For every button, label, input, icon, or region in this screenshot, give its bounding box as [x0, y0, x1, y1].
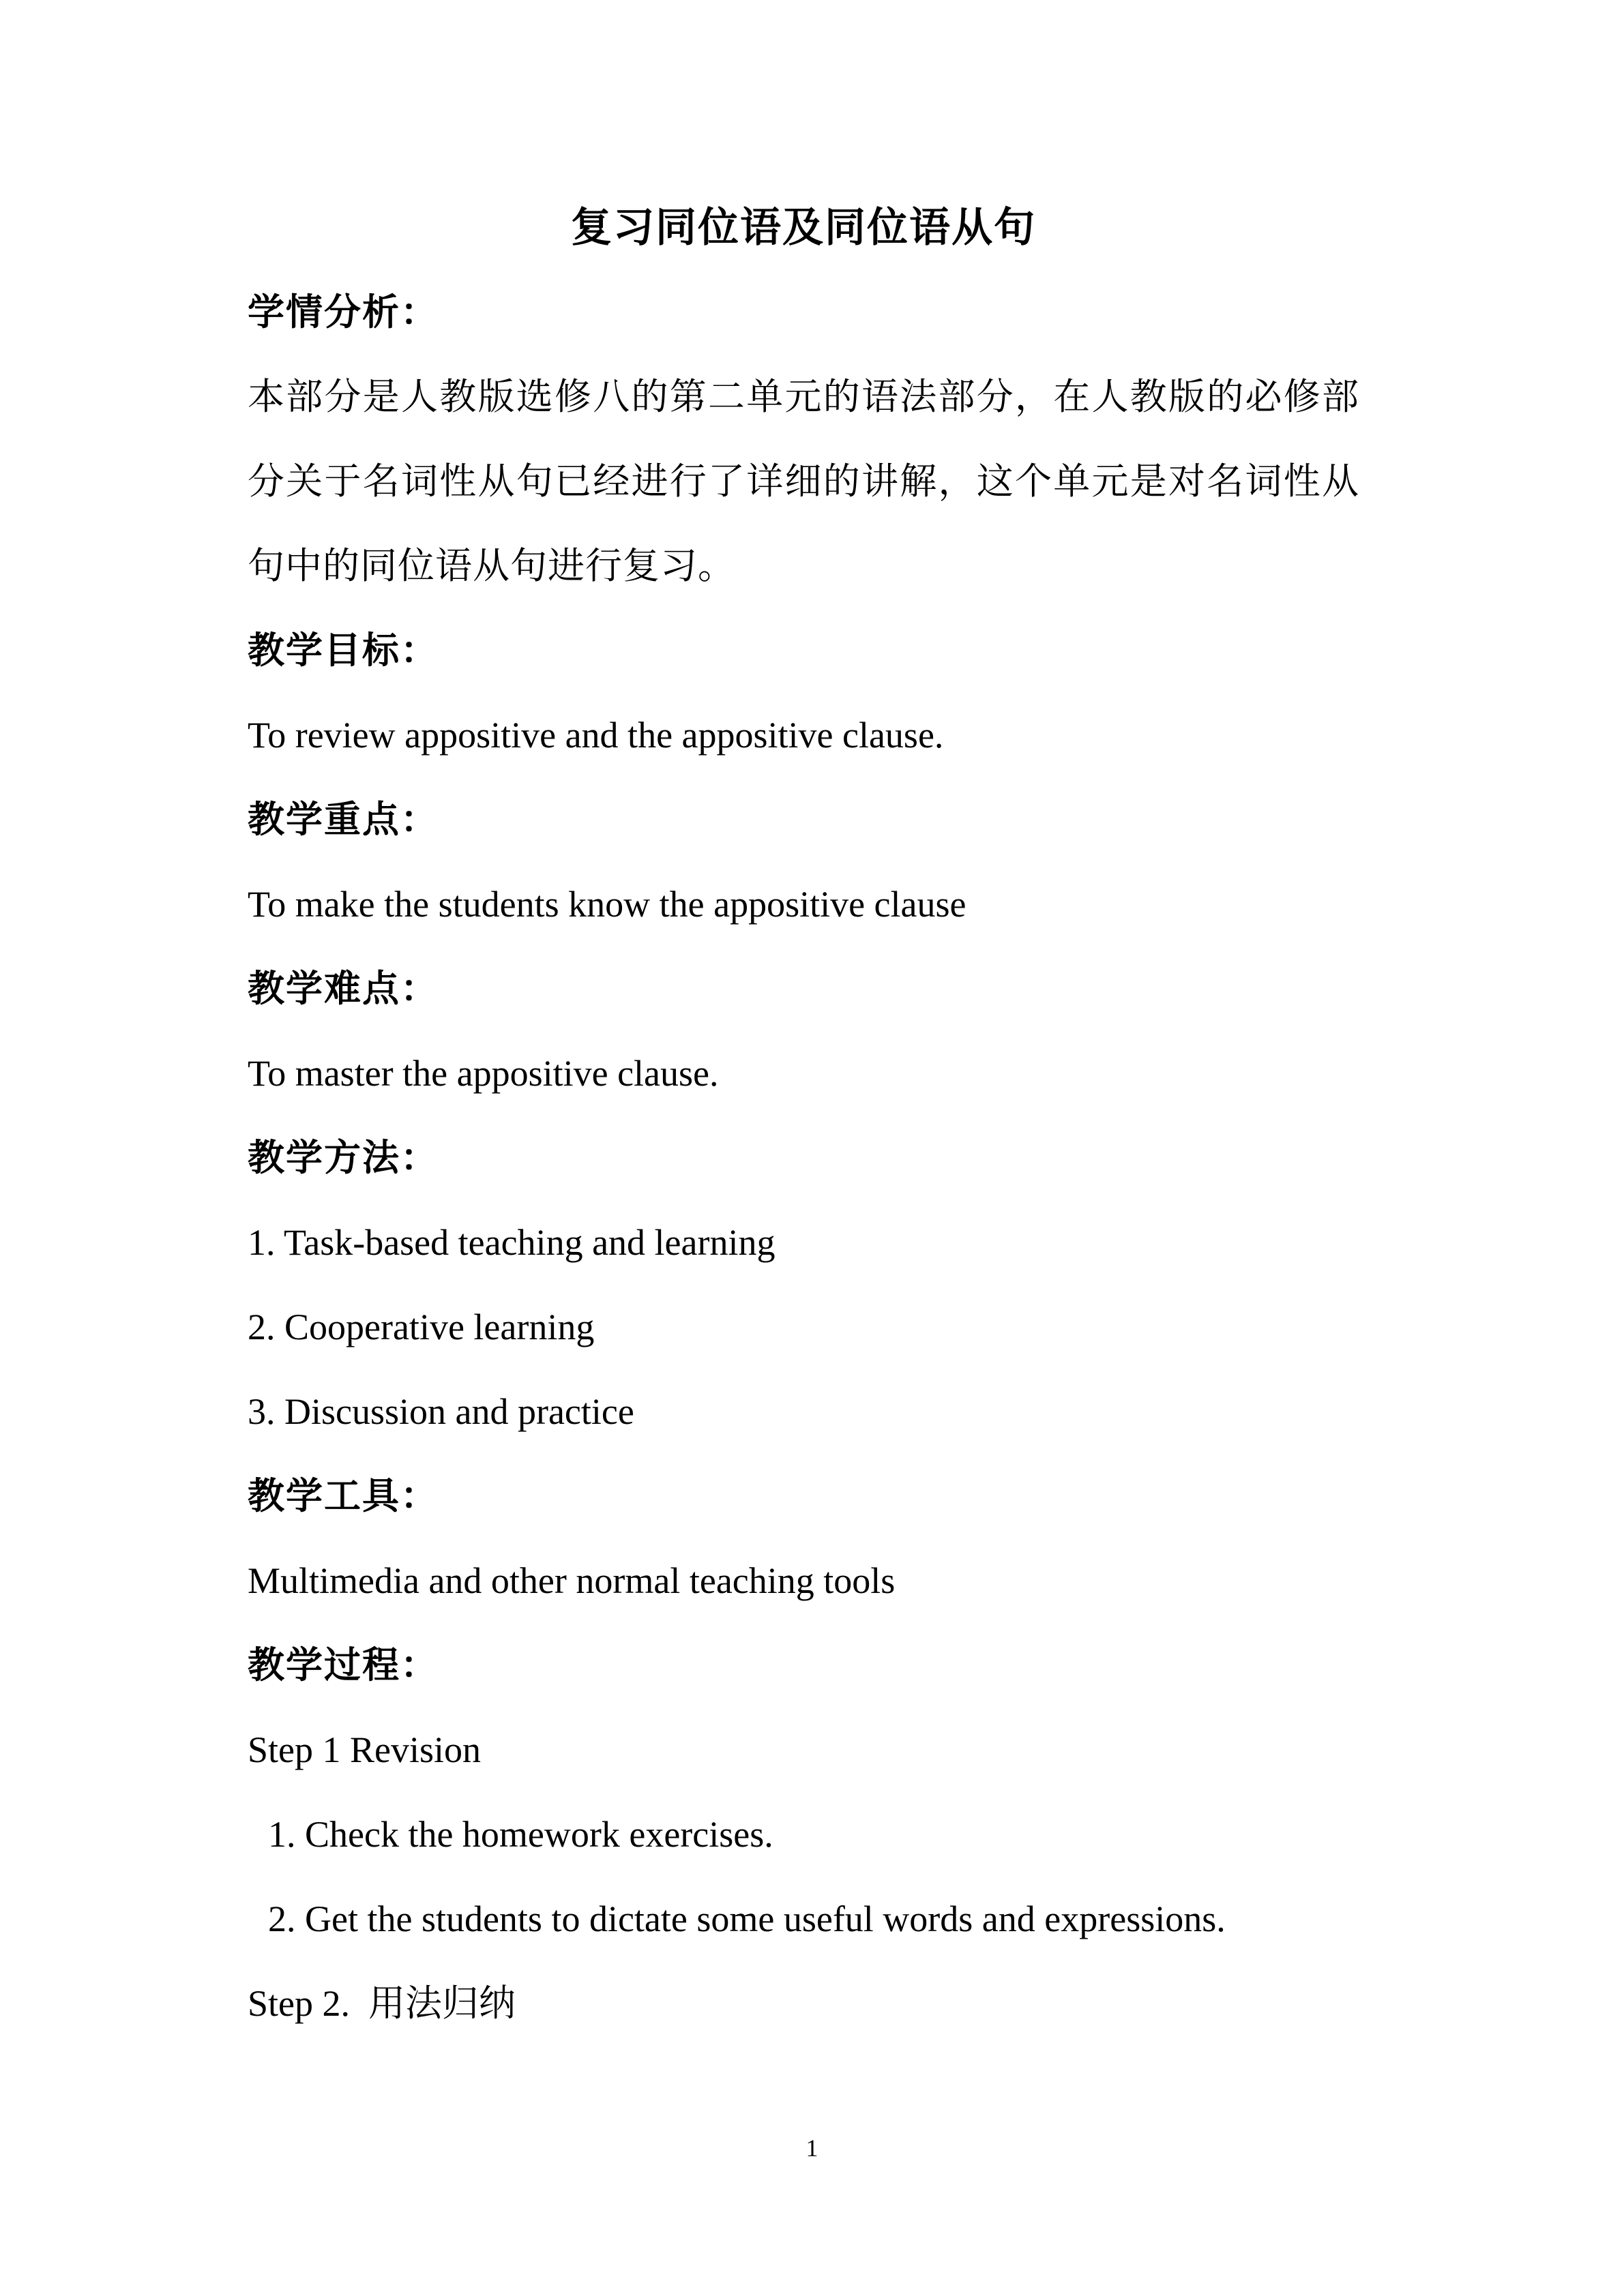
doc-title: 复习同位语及同位语从句	[571, 205, 1036, 250]
document-content	[248, 185, 1359, 2046]
list-item-method-1: 1. Task-based teaching and learning	[248, 1222, 776, 1263]
list-item-step1-2: 2. Get the students to dictate some useful words and expressions.	[268, 1898, 1226, 1939]
list-item-method-3: 3. Discussion and practice	[248, 1391, 634, 1432]
paragraph-key-points: To make the students know the appositive clause	[248, 884, 966, 925]
list-item-step1-1: 1. Check the homework exercises.	[268, 1814, 773, 1855]
section-heading-difficult-points: 教学难点：	[248, 968, 439, 1009]
paragraph-step-1: Step 1 Revision	[248, 1729, 482, 1770]
section-heading-teaching-procedure: 教学过程：	[248, 1645, 439, 1686]
section-heading-teaching-tools: 教学工具：	[248, 1476, 439, 1517]
paragraph-learner-analysis: 本部分是人教版选修八的第二单元的语法部分，在人教版的必修部分关于名词性从句已经进行了详细的讲解，这个单元是对名词性从句中的同位语从句进行复习。	[248, 376, 1359, 586]
section-heading-teaching-methods: 教学方法：	[248, 1137, 439, 1178]
list-item-method-2: 2. Cooperative learning	[248, 1307, 595, 1347]
paragraph-teaching-aims: To review appositive and the appositive clause.	[248, 715, 944, 756]
section-heading-teaching-aims: 教学目标：	[248, 630, 439, 671]
section-heading-key-points: 教学重点：	[248, 799, 439, 840]
page-number: 1	[806, 2134, 818, 2162]
paragraph-teaching-tools: Multimedia and other normal teaching tools	[248, 1560, 896, 1601]
paragraph-step-2: Step 2. 用法归纳	[248, 1983, 516, 2024]
paragraph-difficult-points: To master the appositive clause.	[248, 1053, 719, 1094]
section-heading-learner-analysis: 学情分析：	[248, 292, 439, 333]
